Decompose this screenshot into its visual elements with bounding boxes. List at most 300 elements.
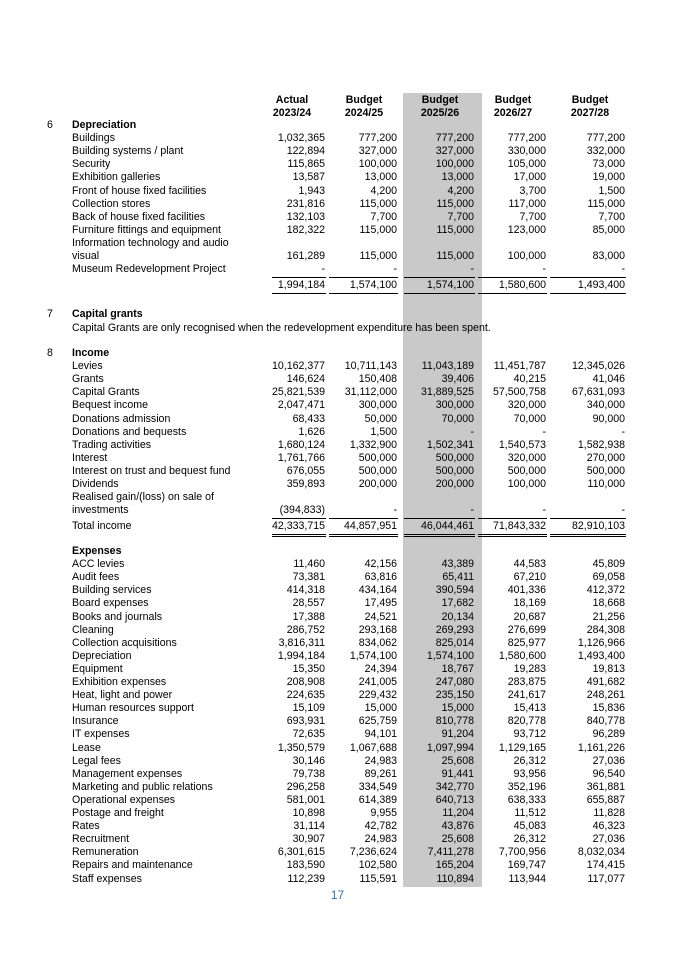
row-label: Dividends [72,478,119,490]
expenses-row-value: 91,204 [441,728,474,741]
income-row-value: - [470,504,474,517]
section-title: Expenses [72,545,122,557]
expenses-row-value: 110,894 [436,872,474,885]
depreciation-row-value: 115,865 [287,158,325,171]
expenses-row-value: 638,333 [507,793,546,806]
expenses-row-value: 93,956 [513,767,546,780]
row-label: ACC levies [72,558,125,571]
depreciation-row-value: 1,943 [298,184,325,197]
income-row-value: 1,582,938 [577,438,625,451]
expenses-row-value: 25,608 [441,754,474,767]
expenses-row-value: 1,574,100 [349,649,397,662]
total-rule [478,277,547,278]
row-label: Cleaning [72,623,114,636]
row-label: Levies [72,360,103,373]
section-title: Capital grants [72,308,143,320]
expenses-row-value: 15,836 [592,702,625,715]
expenses-row-value: 45,809 [592,558,625,571]
income-row-value: 67,631,093 [571,386,625,399]
row-label: Staff expenses [72,872,142,885]
column-header-line2: 2023/24 [272,107,312,119]
row-label: Donations and bequests [72,425,187,438]
row-label: Legal fees [72,754,121,767]
column-header-line2: 2026/27 [493,107,533,119]
total-underline [478,293,547,294]
column-header-line2: 2027/28 [570,107,610,119]
expenses-row-value: 20,134 [441,610,474,623]
income-row-value: 320,000 [507,399,546,412]
expenses-row-value: 7,236,624 [349,846,397,859]
expenses-row-value: 1,126,966 [577,636,625,649]
expenses-row-value: 9,955 [370,807,397,819]
expenses-row-value: 296,258 [286,780,325,793]
expenses-row-value: 42,156 [364,558,397,571]
expenses-row-value: 17,495 [364,597,397,610]
income-row-value: - [393,504,397,517]
income-row-value: 39,406 [441,373,474,386]
expenses-row-value: 6,301,615 [277,846,325,859]
depreciation-row-value: 327,000 [435,145,474,158]
expenses-row-value: 1,129,165 [498,741,546,754]
income-row-value: 500,000 [358,464,397,477]
row-label: Bequest income [72,399,148,412]
depreciation-row-value: 115,000 [587,197,625,210]
expenses-row-value: 27,036 [592,754,625,767]
income-row-value: 31,889,525 [420,386,474,399]
income-row-value: 1,500 [370,425,397,438]
expenses-row-value: 165,204 [435,859,474,872]
expenses-row-value: 91,441 [441,767,474,780]
expenses-row-value: 247,080 [435,676,474,688]
row-label: Interest on trust and bequest fund [72,464,231,477]
expenses-row-value: 269,293 [435,623,474,636]
depreciation-row-value: 117,000 [508,197,546,210]
income-row-value: 200,000 [358,478,397,490]
expenses-row-value: 25,608 [441,833,474,846]
income-row-value: 10,711,143 [344,360,397,373]
expenses-row-value: 65,411 [442,571,474,584]
expenses-row-value: 89,261 [364,767,397,780]
total-rule [550,277,626,278]
income-row-value: 41,046 [592,373,625,386]
row-label: Heat, light and power [72,689,173,702]
row-label: Board expenses [72,597,149,610]
expenses-row-value: 283,875 [507,676,546,688]
expenses-row-value: 42,782 [364,820,397,833]
depreciation-row-value: 1,500 [598,184,625,197]
expenses-row-value: 27,036 [592,833,625,846]
row-label: Insurance [72,715,119,728]
expenses-row-value: 44,583 [513,558,546,571]
row-label: Front of house fixed facilities [72,184,207,197]
expenses-row-value: 293,168 [358,623,397,636]
income-row-value: 70,000 [441,412,474,425]
depreciation-row-value: 231,816 [286,197,325,210]
expenses-row-value: 7,411,278 [427,846,474,859]
expenses-row-value: 276,699 [507,623,546,636]
expenses-row-value: 20,687 [513,610,546,623]
column-header [559,94,621,120]
row-label: Human resources support [72,702,194,715]
expenses-row-value: 117,077 [587,872,625,885]
section-number: 7 [47,308,53,320]
expenses-row-value: 15,350 [292,662,325,675]
total-rule [272,277,326,278]
depreciation-row-value: 100,000 [435,158,474,171]
depreciation-row-value: 13,587 [292,171,325,184]
expenses-row-value: 1,067,688 [349,741,397,754]
column-header-line1: Budget [345,94,383,106]
expenses-row-value: 7,700,956 [498,846,546,859]
income-row-value: 70,000 [513,412,546,425]
income-row-value: 57,500,758 [492,386,546,399]
expenses-row-value: 17,388 [292,610,325,623]
expenses-row-value: 412,372 [586,584,625,597]
income-row-value: 500,000 [507,464,546,477]
income-row-value: 68,433 [292,412,325,425]
income-row-value: 150,408 [358,373,397,386]
income-row-value: 1,626 [298,425,325,438]
expenses-row-value: 3,816,311 [278,636,325,649]
expenses-row-value: 63,816 [364,571,397,584]
income-row-value: 50,000 [364,412,397,425]
expenses-row-value: 113,944 [508,872,546,885]
expenses-row-value: 208,908 [286,676,325,688]
row-label: Rates [72,820,100,833]
total-underline [329,293,398,294]
depreciation-row-value: 161,289 [286,250,325,262]
expenses-row-value: 581,001 [286,793,325,806]
row-label: Security [72,158,111,171]
expenses-row-value: 15,109 [292,702,325,715]
income-row-value: 90,000 [592,412,625,425]
expenses-row-value: 1,350,579 [277,741,325,754]
depreciation-row-value: 85,000 [592,223,625,236]
expenses-row-value: 11,828 [593,807,625,819]
row-label: Grants [72,373,104,386]
depreciation-row-value: 4,200 [370,184,397,197]
depreciation-row-value: 3,700 [519,184,546,197]
depreciation-row-value: - [321,263,325,276]
income-row-value: 1,540,573 [498,438,546,451]
expenses-row-value: 1,574,100 [426,649,474,662]
income-row-value: 340,000 [586,399,625,412]
expenses-row-value: 26,312 [513,833,546,846]
depreciation-row-value: 13,000 [364,171,397,184]
row-label: Management expenses [72,767,183,780]
expenses-row-value: 30,907 [292,833,325,846]
expenses-row-value: 286,752 [286,623,325,636]
expenses-row-value: 79,738 [292,767,325,780]
expenses-row-value: 825,977 [507,636,546,649]
row-label: Donations admission [72,412,171,425]
expenses-row-value: 45,083 [513,820,546,833]
income-total-value: 42,333,715 [271,520,325,533]
expenses-row-value: 10,898 [292,807,325,819]
depreciation-row-value: 115,000 [359,223,397,236]
row-label: Depreciation [72,649,132,662]
total-underline [550,534,626,535]
expenses-row-value: 284,308 [586,623,625,636]
column-header-line1: Budget [421,94,459,106]
row-label: Postage and freight [72,807,164,819]
expenses-row-value: 614,389 [358,793,397,806]
section-title: Depreciation [72,119,137,131]
expenses-row-value: 96,540 [592,767,625,780]
expenses-row-value: 810,778 [435,715,474,728]
depreciation-row-value: 4,200 [447,184,474,197]
expenses-row-value: 248,261 [586,689,625,702]
row-label: Exhibition expenses [72,676,167,688]
depreciation-total-value: 1,574,100 [426,279,474,292]
depreciation-row-value: 105,000 [507,158,546,171]
column-header-line2: 2025/26 [420,107,460,119]
depreciation-row-value: 332,000 [586,145,625,158]
row-label: Repairs and maintenance [72,859,193,872]
expenses-row-value: 24,983 [364,833,397,846]
income-row-value: 40,215 [513,373,546,386]
section-number: 8 [47,347,53,359]
row-label: Audit fees [72,571,120,584]
expenses-row-value: 655,887 [586,793,625,806]
income-row-value: 25,821,539 [271,386,325,399]
income-row-value: 12,345,026 [571,360,625,373]
row-label: Buildings [72,132,115,145]
expenses-row-value: 30,146 [292,754,325,767]
expenses-row-value: 43,389 [441,558,474,571]
depreciation-row-value: 132,103 [286,210,325,223]
expenses-row-value: 11,460 [293,558,325,571]
column-header [409,94,471,120]
total-rule [329,518,398,519]
income-row-value: - [542,425,546,438]
income-row-value: 11,043,189 [421,360,474,373]
income-total-value: 82,910,103 [571,520,625,533]
column-header-line1: Budget [494,94,532,106]
depreciation-row-value: 122,894 [286,145,325,158]
income-row-value: 500,000 [358,451,397,464]
income-row-value: - [542,504,546,517]
row-label: visual [72,250,100,262]
depreciation-total-value: 1,574,100 [349,279,397,292]
depreciation-row-value: 7,700 [519,210,546,223]
expenses-row-value: 390,594 [435,584,474,597]
expenses-row-value: 693,931 [286,715,325,728]
depreciation-row-value: 182,322 [286,223,325,236]
row-label: Trading activities [72,438,152,451]
row-label: Building systems / plant [72,145,184,158]
expenses-row-value: 8,032,034 [577,846,625,859]
depreciation-total-value: 1,493,400 [577,279,625,292]
expenses-row-value: 26,312 [513,754,546,767]
total-underline [404,534,475,535]
row-label: IT expenses [72,728,130,741]
expenses-row-value: 434,164 [358,584,397,597]
expenses-row-value: 31,114 [293,820,325,833]
income-row-value: 31,112,000 [344,386,397,399]
row-label: Collection stores [72,197,151,210]
section-text: Capital Grants are only recognised when the redevelopment expenditure has been spent. [72,322,491,334]
expenses-row-value: 401,336 [507,584,546,597]
depreciation-row-value: 73,000 [592,158,625,171]
row-label: Lease [72,741,101,754]
expenses-row-value: 1,994,184 [277,649,325,662]
income-total-value: 44,857,951 [343,520,397,533]
depreciation-row-value: 100,000 [358,158,397,171]
row-label: Museum Redevelopment Project [72,263,226,276]
page-number: 17 [330,888,345,902]
column-header-line1: Actual [275,94,309,106]
total-underline [550,536,626,537]
expenses-row-value: 21,256 [592,610,625,623]
total-underline [550,293,626,294]
expenses-row-value: 1,493,400 [577,649,625,662]
row-label: Collection acquisitions [72,636,177,649]
total-rule [404,518,475,519]
row-label: Furniture fittings and equipment [72,223,221,236]
income-row-value: 10,162,377 [271,360,325,373]
total-underline [404,536,475,537]
expenses-row-value: 28,557 [292,597,325,610]
column-header [482,94,544,120]
row-label: Interest [72,451,108,464]
depreciation-row-value: 115,000 [436,197,474,210]
depreciation-row-value: 777,200 [358,132,397,145]
expenses-row-value: 67,210 [513,571,546,584]
expenses-row-value: 18,668 [592,597,625,610]
income-row-value: 200,000 [435,478,474,490]
depreciation-row-value: - [470,263,474,276]
expenses-row-value: 72,635 [292,728,325,741]
total-underline [272,534,326,535]
depreciation-total-value: 1,994,184 [277,279,325,292]
income-row-value: - [621,504,625,517]
total-underline [329,536,398,537]
expenses-row-value: 24,983 [364,754,397,767]
expenses-row-value: 11,512 [514,807,546,819]
expenses-row-value: 15,413 [513,702,546,715]
depreciation-row-value: 13,000 [441,171,474,184]
income-row-value: 1,761,766 [277,451,325,464]
total-underline [272,293,326,294]
column-header-line2: 2024/25 [344,107,384,119]
expenses-row-value: 825,014 [435,636,474,649]
income-row-value: 500,000 [435,451,474,464]
depreciation-row-value: 123,000 [507,223,546,236]
expenses-row-value: 69,058 [592,571,625,584]
expenses-row-value: 24,521 [364,610,397,623]
expenses-row-value: 414,318 [286,584,325,597]
expenses-row-value: 640,713 [435,793,474,806]
total-rule [550,518,626,519]
expenses-row-value: 834,062 [358,636,397,649]
column-header [261,94,323,120]
income-row-value: 500,000 [586,464,625,477]
row-label: Exhibition galleries [72,171,161,184]
depreciation-row-value: 115,000 [436,250,474,262]
expenses-row-value: 1,580,600 [498,649,546,662]
expenses-row-value: 183,590 [286,859,325,872]
row-label: Marketing and public relations [72,780,213,793]
income-row-value: - [470,425,474,438]
section-number: 6 [47,119,53,131]
expenses-row-value: 94,101 [364,728,397,741]
expenses-row-value: 1,161,226 [577,741,625,754]
expenses-row-value: 96,289 [592,728,625,741]
expenses-row-value: 235,150 [435,689,474,702]
row-label: Capital Grants [72,386,140,399]
total-underline [272,536,326,537]
row-label: Recruitment [72,833,130,846]
total-underline [404,293,475,294]
expenses-row-value: 334,549 [358,780,397,793]
expenses-row-value: 93,712 [513,728,546,741]
income-row-value: 1,332,900 [349,438,397,451]
income-row-value: 110,000 [587,478,625,490]
row-label: Operational expenses [72,793,176,806]
expenses-row-value: 112,239 [287,872,325,885]
depreciation-row-value: 327,000 [358,145,397,158]
total-rule [404,277,475,278]
depreciation-row-value: 1,032,365 [277,132,325,145]
income-row-value: 1,680,124 [277,438,325,451]
total-rule [272,518,326,519]
total-underline [478,534,547,535]
total-underline [329,534,398,535]
expenses-row-value: 241,005 [358,676,397,688]
expenses-row-value: 241,617 [507,689,546,702]
depreciation-row-value: 777,200 [507,132,546,145]
income-row-value: 11,451,787 [493,360,546,373]
expenses-row-value: 15,000 [441,702,474,715]
row-label: Back of house fixed facilities [72,210,206,223]
expenses-row-value: 840,778 [586,715,625,728]
income-row-value: 676,055 [286,464,325,477]
income-row-value: 320,000 [507,451,546,464]
expenses-row-value: 361,881 [586,780,625,793]
income-row-value: (394,833) [279,504,325,517]
expenses-row-value: 625,759 [358,715,397,728]
expenses-row-value: 1,097,994 [426,741,474,754]
depreciation-row-value: 115,000 [359,197,397,210]
expenses-row-value: 43,876 [441,820,474,833]
depreciation-row-value: 19,000 [592,171,625,184]
income-row-value: 2,047,471 [277,399,325,412]
income-row-value: 359,893 [286,478,325,490]
expenses-row-value: 102,580 [358,859,397,872]
income-row-value: 270,000 [586,451,625,464]
income-total-value: 71,843,332 [492,520,546,533]
section-title: Income [72,347,110,359]
total-underline [478,536,547,537]
depreciation-row-value: - [542,263,546,276]
depreciation-row-value: 100,000 [507,250,546,262]
depreciation-row-value: 330,000 [507,145,546,158]
column-header-line1: Budget [571,94,609,106]
expenses-row-value: 15,000 [364,702,397,715]
expenses-row-value: 820,778 [507,715,546,728]
total-rule [329,277,398,278]
expenses-row-value: 18,169 [513,597,546,610]
row-label: Realised gain/(loss) on sale of [72,491,214,504]
expenses-row-value: 115,591 [359,872,397,885]
expenses-row-value: 229,432 [358,689,397,702]
income-row-value: 1,502,341 [426,438,474,451]
expenses-row-value: 11,204 [442,807,474,819]
expenses-row-value: 224,635 [286,689,325,702]
expenses-row-value: 19,813 [592,662,625,675]
depreciation-row-value: 7,700 [598,210,625,223]
